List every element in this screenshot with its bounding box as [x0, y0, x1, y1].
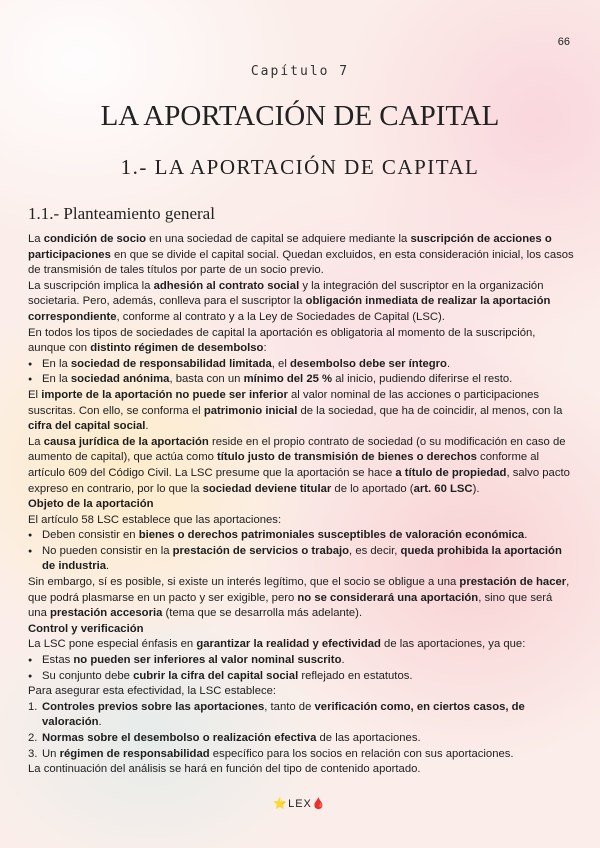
- paragraph: [28, 232, 574, 279]
- text: .: [106, 560, 110, 573]
- text: El: [28, 388, 42, 401]
- bullet-item: [28, 372, 574, 388]
- paragraph: [28, 684, 574, 700]
- bold-text: sociedad deviene titular: [202, 482, 332, 495]
- text: .: [341, 654, 345, 667]
- text: Su conjunto debe: [42, 669, 134, 682]
- bold-text: condición de socio: [43, 233, 147, 245]
- bold-text: desembolso debe ser íntegro: [290, 357, 447, 370]
- bullet-item: [28, 357, 574, 373]
- item-number: 1.: [28, 700, 38, 713]
- chapter-label: Capítulo 7: [250, 64, 350, 79]
- bold-text: adhesión al contrato social: [153, 279, 300, 292]
- text: al inicio, pudiendo diferirse el resto.: [332, 373, 513, 386]
- bold-text: sociedad anónima: [70, 373, 170, 386]
- paragraph: [28, 435, 574, 497]
- bold-text: importe de la aportación no puede ser inferior: [41, 388, 288, 401]
- bold-text: Control y verificación: [28, 622, 144, 635]
- bold-text: cifra del capital social: [28, 420, 146, 433]
- numbered-item: [28, 700, 574, 731]
- bold-text: no pueden ser inferiores al valor nominal suscrito: [73, 654, 342, 667]
- text: Estas: [42, 654, 74, 667]
- text: , es decir,: [349, 544, 401, 557]
- item-number: 2.: [28, 732, 38, 744]
- text: , tanto de: [264, 700, 315, 713]
- logo-text: LEX: [288, 798, 312, 810]
- text: En la: [42, 373, 71, 386]
- text: , conforme al contrato y a la Ley de Sociedades de Capital (LSC).: [116, 310, 445, 323]
- text: La: [28, 233, 44, 245]
- text: , que podrá plasmarse en un pacto y ser exigible, pero: [28, 576, 570, 604]
- text: .: [446, 357, 451, 370]
- bold-text: título justo de transmisión de bienes o derechos: [217, 451, 477, 464]
- bold-text: Controles previos sobre las aportaciones: [42, 700, 265, 713]
- bold-text: obligación inmediata de realizar la aportación correspondiente: [28, 295, 551, 323]
- text: , salvo pacto expreso en contrario, por lo que la: [28, 466, 570, 495]
- page-number: 66: [557, 36, 570, 48]
- text: , el: [271, 357, 290, 370]
- text: El artículo 58 LSC establece que las aportaciones:: [28, 513, 282, 526]
- star-icon: ⭐: [273, 798, 289, 810]
- text: de la sociedad, que ha de coincidir, al menos, con la: [297, 404, 563, 417]
- text: La: [28, 435, 44, 448]
- bold-text: sociedad de responsabilidad limitada: [70, 357, 272, 370]
- text: al valor nominal de las acciones o participaciones suscritas. Con ello, se conforma el: [28, 388, 540, 417]
- text: :: [263, 342, 267, 355]
- paragraph: [28, 513, 574, 529]
- text: En la: [42, 357, 71, 370]
- bold-text: no se considerará una aportación: [297, 591, 479, 604]
- paragraph: [28, 575, 574, 622]
- text: reflejado en estatutos.: [298, 669, 413, 682]
- bold-text: patrimonio inicial: [203, 404, 298, 417]
- bold-text: Normas sobre el desembolso o realización efectiva: [42, 732, 317, 744]
- text: .: [524, 529, 528, 542]
- bold-text: garantizar la realidad y efectividad: [196, 638, 381, 651]
- text: , basta con un: [169, 373, 244, 386]
- text: y la integración del suscriptor en la organización societaria. Pero, además, conlleva para el suscriptor la: [28, 279, 544, 308]
- text: ).: [472, 482, 480, 495]
- subsection-heading: 1.1.- Planteamiento general: [28, 204, 215, 223]
- bold-text: bienes o derechos patrimoniales susceptibles de valoración económica: [138, 529, 525, 542]
- bold-text: causa jurídica de la aportación: [43, 435, 209, 448]
- paragraph: [28, 388, 574, 435]
- bold-text: prestación de hacer: [459, 576, 567, 589]
- numbered-item: [28, 747, 574, 763]
- paragraph: [28, 279, 574, 326]
- bold-text: Objeto de la aportación: [28, 498, 154, 511]
- text: en que se divide el capital social. Quedan excluidos, en esta consideración inicial, los casos de transmisión de tales títulos por parte de un socio previo.: [28, 248, 574, 277]
- bold-text: prestación accesoria: [50, 607, 163, 620]
- section-title: 1.- LA APORTACIÓN DE CAPITAL: [120, 155, 480, 179]
- text: .: [98, 716, 102, 729]
- bold-text: distinto régimen de desembolso: [90, 342, 264, 355]
- text: La continuación del análisis se hará en función del tipo de contenido aportado.: [28, 763, 421, 776]
- page-title: LA APORTACIÓN DE CAPITAL: [100, 100, 500, 132]
- bullet-item: [28, 653, 574, 669]
- text: de las aportaciones, ya que:: [380, 638, 526, 651]
- text: .: [145, 420, 149, 433]
- text: Para asegurar esta efectividad, la LSC establece:: [28, 685, 277, 698]
- bold-text: suscripción de acciones o participaciones: [28, 233, 552, 261]
- text: (tema que se desarrolla más adelante).: [162, 607, 363, 620]
- item-number: 3.: [28, 747, 38, 760]
- bold-text: art. 60 LSC: [413, 482, 473, 495]
- paragraph: [28, 326, 574, 357]
- numbered-item: [28, 731, 574, 747]
- bold-text: verificación como, en ciertos casos, de valoración: [42, 700, 525, 729]
- text: En todos los tipos de sociedades de capital la aportación es obligatoria al momento de la suscripción, aunque con: [28, 326, 536, 355]
- text: conforme al artículo 609 del Código Civil. La LSC presume que la aportación se hace: [28, 451, 540, 479]
- bullet-item: [28, 528, 574, 544]
- footer-logo: [0, 797, 600, 810]
- drop-icon: 🩸: [311, 798, 327, 810]
- text: en una sociedad de capital se adquiere mediante la: [146, 233, 411, 245]
- text: Sin embargo, sí es posible, si existe un interés legítimo, que el socio se obligue a una: [28, 576, 460, 589]
- bold-text: cubrir la cifra del capital social: [133, 669, 299, 682]
- text: La suscripción implica la: [28, 279, 154, 292]
- bold-text: mínimo del 25 %: [243, 373, 333, 386]
- paragraph: [28, 622, 574, 638]
- text: , sino que será una: [28, 591, 553, 620]
- body-text: [28, 232, 574, 778]
- text: Deben consistir en: [42, 529, 139, 542]
- text: Un: [42, 747, 60, 760]
- text: de lo aportado (: [331, 482, 414, 495]
- text: La LSC pone especial énfasis en: [28, 638, 197, 651]
- paragraph: [28, 762, 574, 778]
- text: de las aportaciones.: [316, 732, 421, 744]
- paragraph: [28, 637, 574, 653]
- bullet-item: [28, 544, 574, 575]
- bold-text: a título de propiedad: [395, 466, 507, 479]
- text: específico para los socios en relación con sus aportaciones.: [209, 747, 514, 760]
- text: No pueden consistir en la: [42, 544, 173, 557]
- bold-text: régimen de responsabilidad: [59, 747, 210, 760]
- text: reside en el propio contrato de sociedad (o su modificación en caso de aumento de capital), que actúa como: [28, 435, 566, 464]
- bullet-item: [28, 669, 574, 685]
- bold-text: prestación de servicios o trabajo: [172, 544, 350, 557]
- paragraph: [28, 497, 574, 513]
- bold-text: queda prohibida la aportación de industria: [42, 544, 562, 573]
